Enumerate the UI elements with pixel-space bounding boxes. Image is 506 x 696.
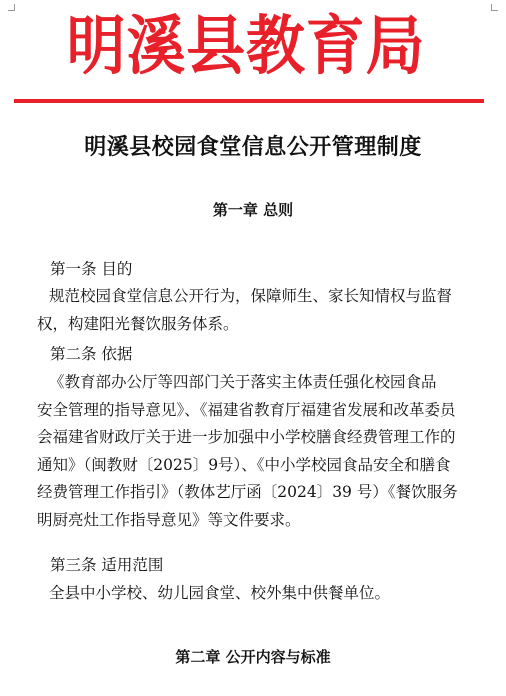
article-2-line-2: 安全管理的指导意见》、《福建省教育厅福建省发展和改革委员 <box>37 400 456 419</box>
article-1-line-1: 规范校园食堂信息公开行为，保障师生、家长知情权与监督 <box>49 287 453 305</box>
article-2-line-1: 《教育部办公厅等四部门关于落实主体责任强化校园食品 <box>49 373 437 391</box>
article-1-line-2: 权，构建阳光餐饮服务体系。 <box>37 314 239 333</box>
article-2-line-4: 通知》（闽教财〔2025〕9号）、《中小学校园食品安全和膳食 <box>37 455 451 474</box>
chapter-heading-2: 第二章 公开内容与标准 <box>175 648 331 666</box>
article-2-line-5: 经费管理工作指引》（教体艺厅函〔2024〕39 号）《餐饮服务 <box>37 483 458 501</box>
article-heading-1: 第一条 目的 <box>50 260 133 278</box>
article-3-body <box>37 580 477 608</box>
article-2-body <box>37 369 477 534</box>
page-corner-mark-left <box>8 4 15 11</box>
article-heading-2: 第二条 依据 <box>50 345 133 363</box>
article-heading-3: 第三条 适用范围 <box>50 556 164 574</box>
article-1-body <box>37 283 477 338</box>
page-corner-mark-right <box>491 4 498 11</box>
article-3-line-1: 全县中小学校、幼儿园食堂、校外集中供餐单位。 <box>49 584 391 602</box>
masthead-org-name: 明溪县教育局 <box>66 9 426 84</box>
document-title: 明溪县校园食堂信息公开管理制度 <box>84 134 422 160</box>
article-2-line-6: 明厨亮灶工作指导意见》等文件要求。 <box>37 510 301 529</box>
article-2-line-3: 会福建省财政厅关于进一步加强中小学校膳食经费管理工作的 <box>37 428 456 446</box>
masthead-red-rule <box>14 99 484 103</box>
chapter-heading-1: 第一章 总则 <box>212 201 294 219</box>
